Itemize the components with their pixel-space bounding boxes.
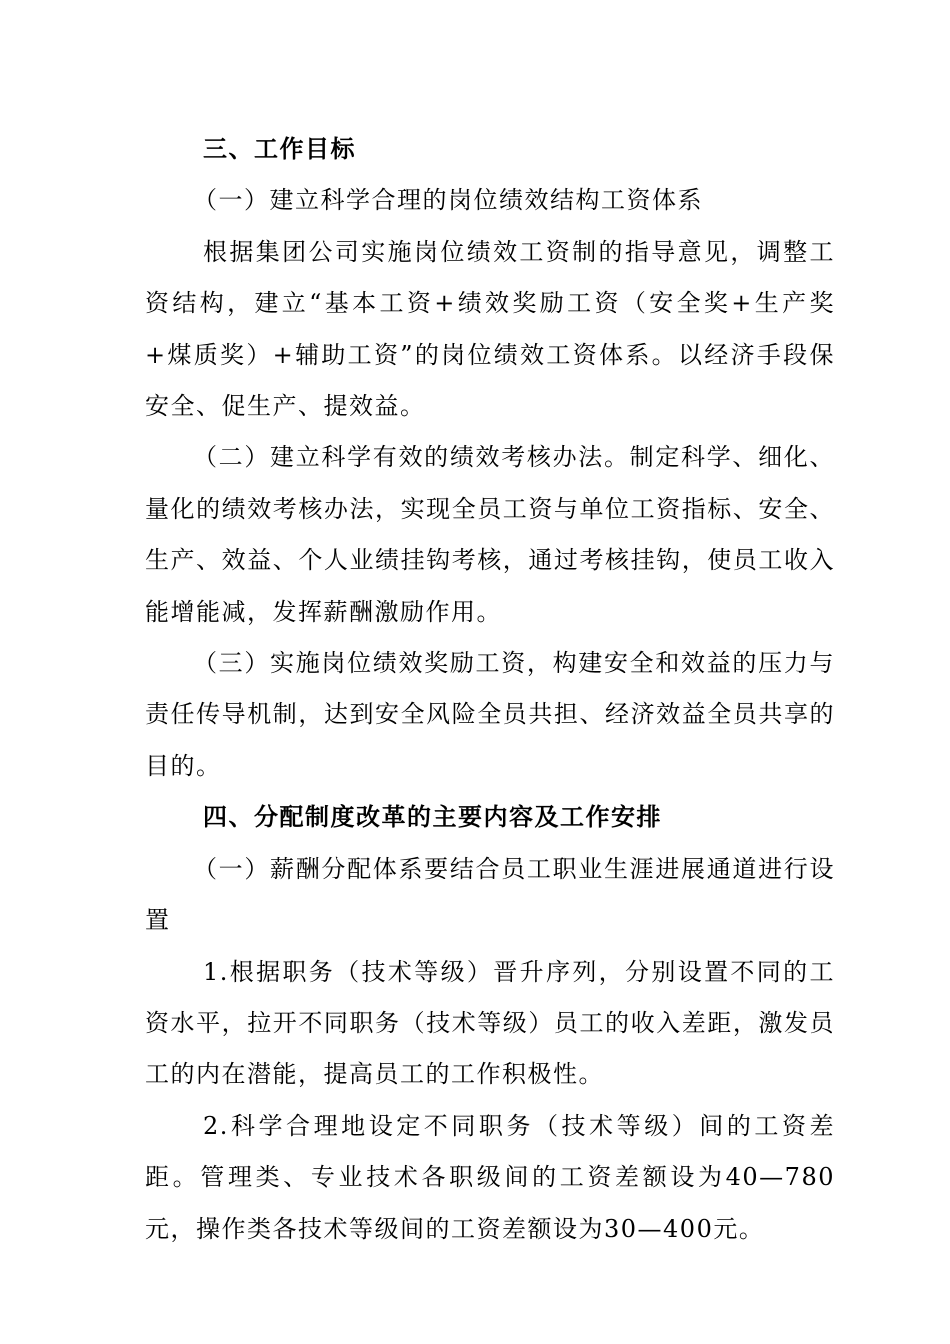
section-heading-reform-content: 四、分配制度改革的主要内容及工作安排: [203, 803, 662, 832]
section-heading-work-goals: 三、工作目标: [203, 135, 356, 163]
paragraph-item-2: 2.科学合理地设定不同职务（技术等级）间的工资差距。管理类、专业技术各职级间的工资差额设为40—780元，操作类各技术等级间的工资差额设为30—400元。: [145, 1111, 835, 1243]
subheading-career-path: （一）薪酬分配体系要结合员工职业生涯进展通道进行设置: [145, 854, 835, 935]
document-body: [145, 124, 835, 1255]
paragraph-performance-assessment: （二）建立科学有效的绩效考核办法。制定科学、细化、量化的绩效考核办法，实现全员工资与单位工资指标、安全、生产、效益、个人业绩挂钩考核，通过考核挂钩，使员工收入能增能减，发挥薪酬激励作用。: [145, 443, 835, 626]
subheading-salary-system: （一）建立科学合理的岗位绩效结构工资体系: [193, 186, 703, 215]
paragraph-performance-bonus: （三）实施岗位绩效奖励工资，构建安全和效益的压力与责任传导机制，达到安全风险全员共担、经济效益全员共享的目的。: [145, 649, 835, 780]
paragraph-item-1: 1.根据职务（技术等级）晋升序列，分别设置不同的工资水平，拉开不同职务（技术等级）员工的收入差距，激发员工的内在潜能，提高员工的工作积极性。: [145, 957, 835, 1089]
paragraph-salary-structure: 根据集团公司实施岗位绩效工资制的指导意见，调整工资结构，建立“基本工资+绩效奖励工资（安全奖+生产奖+煤质奖）+辅助工资”的岗位绩效工资体系。以经济手段保安全、促生产、提效益。: [145, 237, 835, 421]
